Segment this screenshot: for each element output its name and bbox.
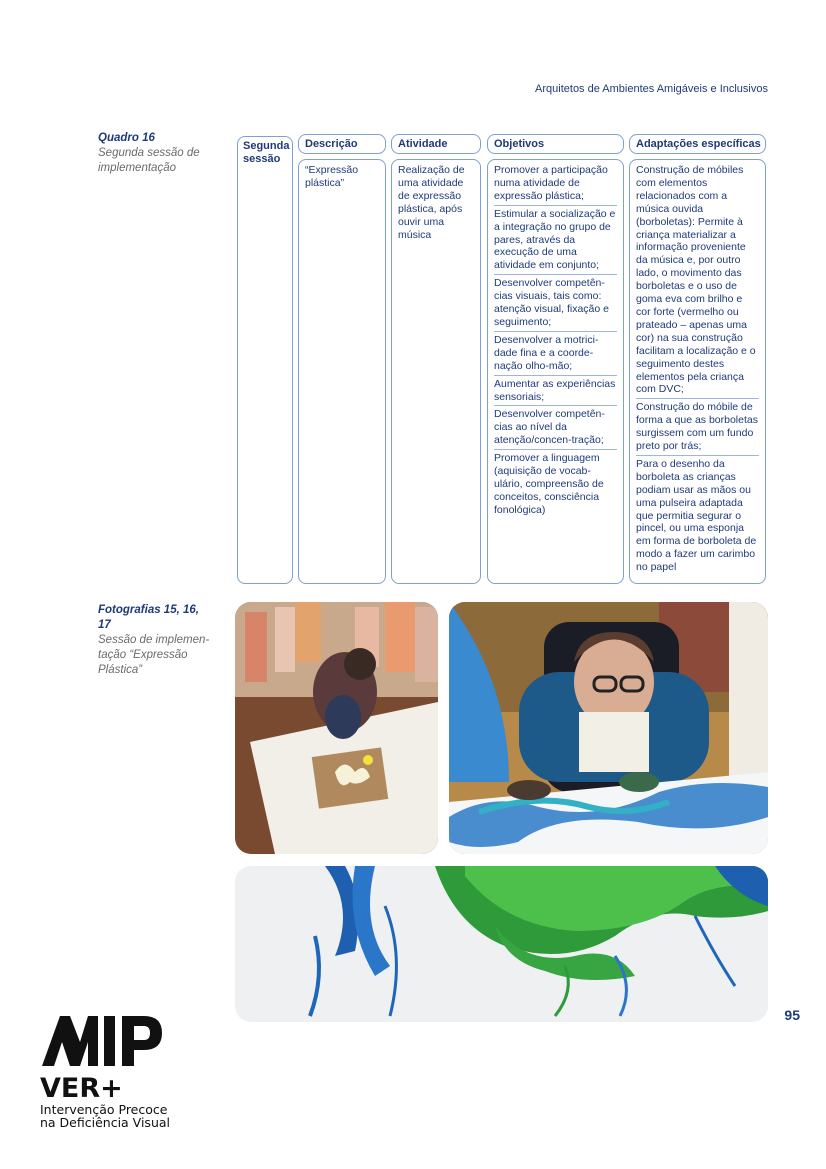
adaptacao-item: Para o desenho da borboleta as crianças podiam usar as mãos ou uma pulseira adaptada que permitia segurar o pincel, ou uma esponja em forma de borboleta de modo a fazer um carimbo no papel (636, 457, 757, 574)
adaptacao-item: Construção do móbile de forma a que as borboletas surgissem com um fundo preto por trás; (636, 401, 759, 456)
objetivo-item: Desenvolver competên-cias visuais, tais como: atenção visual, fixação e seguimento; (494, 277, 617, 332)
photos-label: Fotografias 15, 16, 17 (98, 604, 199, 631)
objetivo-item: Promover a participação numa atividade de expressão plástica; (494, 164, 617, 206)
objetivo-item: Desenvolver competên-cias ao nível da atenção/concen-tração; (494, 408, 617, 450)
objetivo-item: Aumentar as experiências sensoriais; (494, 378, 617, 407)
objetivo-item: Estimular a socialização e a integração no grupo de pares, através da execução de uma atividade em conjunto; (494, 208, 617, 276)
adaptacao-item: Construção de móbiles com elementos relacionados com a música ouvida (borboletas): Permite à criança materializar a informação proveniente da música e, por outro lado, o movimento das borboletas e o uso de goma eva com brilho e cor forte (vermelho ou prateado – apenas uma cor) na sua construção facilitam a localização e o seguimento destes elementos pela criança com DVC; (636, 164, 759, 399)
atividade-text: Realização de uma atividade de expressão plástica, após ouvir uma música (398, 164, 465, 241)
objetivo-item: Desenvolver a motrici-dade fina e a coorde-nação olho-mão; (494, 334, 617, 376)
anip-logo-mark (40, 1012, 180, 1068)
photo-15 (235, 602, 438, 854)
descricao-text: “Expressão plástica” (305, 164, 359, 189)
anip-logo (40, 1012, 190, 1129)
table-label: Quadro 16 (98, 132, 155, 144)
header-atividade: Atividade (391, 134, 481, 154)
logo-subname: VER+ (40, 1073, 123, 1104)
cell-descricao (298, 159, 386, 584)
table-caption-text: Segunda sessão de implementação (98, 147, 200, 174)
photo-17 (235, 866, 768, 1022)
photos-caption-text: Sessão de implemen-tação “Expressão Plástica” (98, 634, 210, 676)
photos-caption (98, 603, 213, 678)
page-header: Arquitetos de Ambientes Amigáveis e Inclusivos (535, 83, 768, 95)
page-number: 95 (784, 1007, 800, 1023)
logo-tagline-1: Intervenção Precoce (40, 1102, 168, 1117)
header-adaptacoes: Adaptações específicas (629, 134, 766, 154)
cell-adaptacoes (629, 159, 766, 584)
cell-atividade (391, 159, 481, 584)
header-objetivos: Objetivos (487, 134, 624, 154)
cell-objetivos (487, 159, 624, 584)
header-descricao: Descrição (298, 134, 386, 154)
logo-tagline-2: na Deficiência Visual (40, 1115, 170, 1130)
photo-16 (449, 602, 768, 854)
table-caption (98, 131, 213, 176)
session-cell: Segunda sessão (237, 136, 293, 584)
objetivo-item: Promover a linguagem (aquisição de vocab-ulário, compreensão de conceitos, consciência fonológica) (494, 452, 604, 516)
